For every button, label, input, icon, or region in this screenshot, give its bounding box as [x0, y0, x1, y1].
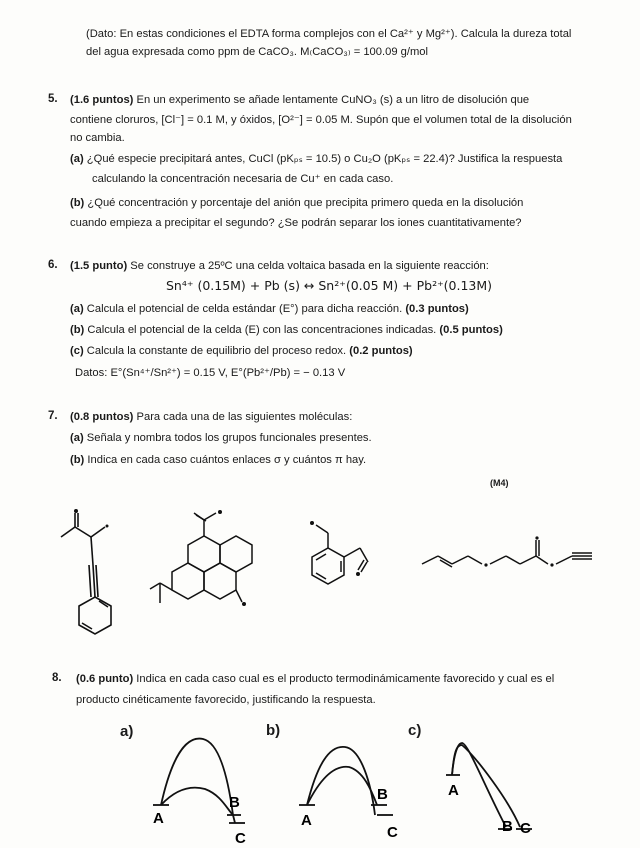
- energy-diagram-a: [145, 735, 265, 845]
- diagram-c-label: c): [408, 722, 422, 739]
- q7-a-line: [70, 431, 372, 445]
- q6-b-text: Calcula el potencial de la celda (E) con las concentraciones indicadas.: [87, 324, 437, 336]
- diagram-b-label: b): [266, 722, 281, 739]
- intro-line-1: (Dato: En estas condiciones el EDTA forma complejos con el Ca²⁺ y Mg²⁺). Calcula la dureza total: [86, 28, 572, 40]
- q6-datos: Datos: E°(Sn⁴⁺/Sn²⁺) = 0.15 V, E°(Pb²⁺/Pb) = − 0.13 V: [75, 367, 346, 379]
- q5-text-1: En un experimento se añade lentamente CuNO₃ (s) a un litro de disolución que: [136, 94, 530, 106]
- q7-a-text: Señala y nombra todos los grupos funcionales presentes.: [86, 432, 372, 444]
- diagram-c-label-B: B: [502, 818, 513, 835]
- q6-b-line: [70, 323, 503, 337]
- q5-number: 5.: [48, 93, 58, 105]
- diagram-b-label-C: C: [387, 824, 398, 841]
- q6-a-line: [70, 302, 469, 316]
- energy-diagram-b: [295, 735, 415, 845]
- q8-points: (0.6 punto): [76, 673, 134, 685]
- diagram-a-label-A: A: [153, 810, 164, 827]
- q5-points: (1.6 puntos): [70, 94, 134, 106]
- q8-line-1: [76, 672, 554, 686]
- molecule-2: [148, 505, 278, 615]
- q5-line-3: no cambia.: [70, 132, 125, 144]
- q8-text-1: Indica en cada caso cual es el producto termodinámicamente favorecido y cual es el: [136, 673, 555, 685]
- q5-a-label: (a): [70, 153, 84, 165]
- q6-c-line: [70, 344, 413, 358]
- q6-reaction: Sn⁴⁺ (0.15M) + Pb (s) ↔ Sn²⁺(0.05 M) + Pb²⁺(0.13M): [166, 278, 493, 293]
- intro-line-2: del agua expresada como ppm de CaCO₃. M₍CaCO₃₎ = 100.09 g/mol: [86, 46, 429, 58]
- q5-line-1: [70, 93, 529, 107]
- q5-line-2: contiene cloruros, [Cl⁻] = 0.1 M, y óxidos, [O²⁻] = 0.05 M. Supón que el volumen total de la disolución: [70, 114, 572, 126]
- q8-number: 8.: [52, 672, 62, 684]
- q7-a-label: (a): [70, 432, 84, 444]
- q7-tag: (M4): [490, 478, 509, 488]
- q7-text: Para cada una de las siguientes moléculas:: [136, 411, 353, 423]
- molecule-1: [55, 505, 145, 635]
- q6-b-label: (b): [70, 324, 85, 336]
- q6-text: Se construye a 25ºC una celda voltaica basada en la siguiente reacción:: [130, 260, 489, 272]
- q5-a-text-1: ¿Qué especie precipitará antes, CuCl (pKₚₛ = 10.5) o Cu₂O (pKₚₛ = 22.4)? Justifica la respuesta: [86, 153, 563, 165]
- q6-c-text: Calcula la constante de equilibrio del proceso redox.: [86, 345, 347, 357]
- diagram-c-label-C: C: [520, 820, 531, 837]
- q6-a-label: (a): [70, 303, 84, 315]
- q6-line-1: [70, 259, 489, 273]
- q6-number: 6.: [48, 259, 58, 271]
- molecule-3: [292, 515, 382, 605]
- diagram-a-label-C: C: [235, 830, 246, 847]
- diagram-c-label-A: A: [448, 782, 459, 799]
- molecule-4: [420, 530, 595, 580]
- q7-b-line: [70, 453, 366, 467]
- q7-b-label: (b): [70, 454, 85, 466]
- q5-b-line-1: [70, 196, 523, 210]
- q5-b-label: (b): [70, 197, 85, 209]
- diagram-b-label-B: B: [377, 786, 388, 803]
- q6-a-points: (0.3 puntos): [405, 303, 469, 315]
- q5-a-line-2: calculando la concentración necesaria de Cu⁺ en cada caso.: [92, 173, 394, 185]
- energy-diagram-c: [432, 735, 552, 845]
- diagram-b-label-A: A: [301, 812, 312, 829]
- q6-points: (1.5 punto): [70, 260, 128, 272]
- q5-b-text-1: ¿Qué concentración y porcentaje del anión que precipita primero queda en la disolución: [87, 197, 524, 209]
- q7-b-text: Indica en cada caso cuántos enlaces σ y cuántos π hay.: [87, 454, 367, 466]
- q5-a-line-1: [70, 152, 562, 166]
- q7-number: 7.: [48, 410, 58, 422]
- q7-points: (0.8 puntos): [70, 411, 134, 423]
- q6-b-points: (0.5 puntos): [439, 324, 503, 336]
- diagram-a-label-B: B: [229, 794, 240, 811]
- q6-c-label: (c): [70, 345, 84, 357]
- q8-line-2: producto cinéticamente favorecido, justificando la respuesta.: [76, 694, 376, 706]
- q6-a-text: Calcula el potencial de celda estándar (E°) para dicha reacción.: [86, 303, 403, 315]
- q5-b-line-2: cuando empieza a precipitar el segundo? ¿Se podrán separar los iones cuantitativamente?: [70, 217, 522, 229]
- diagram-a-label: a): [120, 723, 134, 740]
- q7-line-1: [70, 410, 352, 424]
- q6-c-points: (0.2 puntos): [349, 345, 413, 357]
